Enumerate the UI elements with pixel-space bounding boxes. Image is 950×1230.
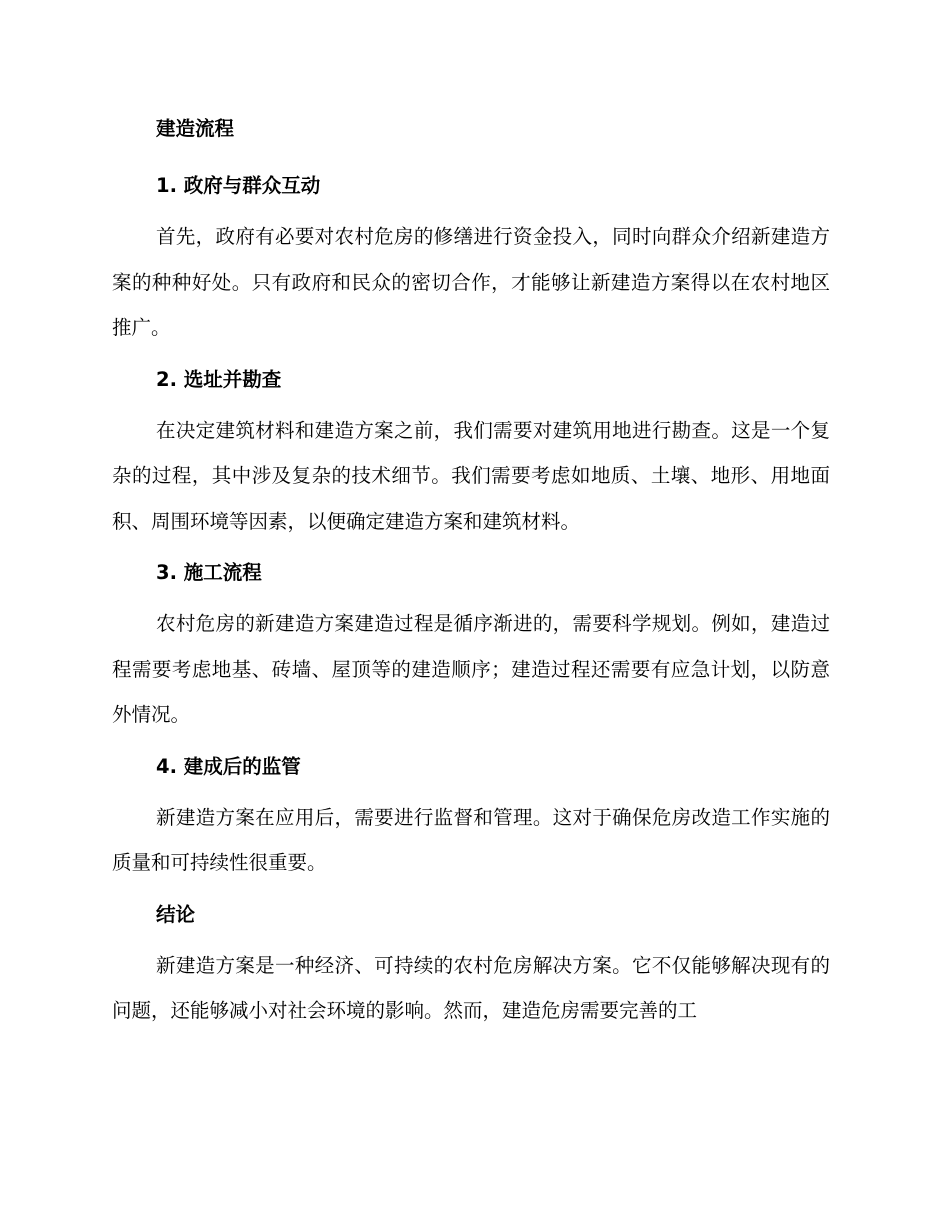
section-heading-post-build-supervision: 4. 建成后的监管: [156, 754, 301, 778]
section-body-construction-process: 农村危房的新建造方案建造过程是循序渐进的，需要科学规划。例如，建造过程需要考虑地基、砖墙、屋顶等的建造顺序；建造过程还需要有应急计划，以防意外情况。: [112, 612, 830, 726]
section-body-post-build-supervision: 新建造方案在应用后，需要进行监督和管理。这对于确保危房改造工作实施的质量和可持续性很重要。: [112, 805, 830, 874]
section-heading-site-survey: 2. 选址并勘查: [156, 367, 282, 391]
section-body-government-interaction: 首先，政府有必要对农村危房的修缮进行资金投入，同时向群众介绍新建造方案的种种好处。只有政府和民众的密切合作，才能够让新建造方案得以在农村地区推广。: [112, 225, 830, 339]
section-body-conclusion: 新建造方案是一种经济、可持续的农村危房解决方案。它不仅能够解决现有的问题，还能够减小对社会环境的影响。然而，建造危房需要完善的工: [112, 953, 830, 1022]
document-title: 建造流程: [156, 117, 235, 140]
section-heading-construction-process: 3. 施工流程: [156, 561, 262, 584]
section-heading-government-interaction: 1. 政府与群众互动: [156, 174, 321, 197]
section-body-site-survey: 在决定建筑材料和建造方案之前，我们需要对建筑用地进行勘查。这是一个复杂的过程，其中涉及复杂的技术细节。我们需要考虑如地质、土壤、地形、用地面积、周围环境等因素，以便确定建造方案和建筑材料。: [112, 418, 830, 533]
document-page: [112, 110, 830, 1034]
section-heading-conclusion: 结论: [156, 902, 196, 926]
